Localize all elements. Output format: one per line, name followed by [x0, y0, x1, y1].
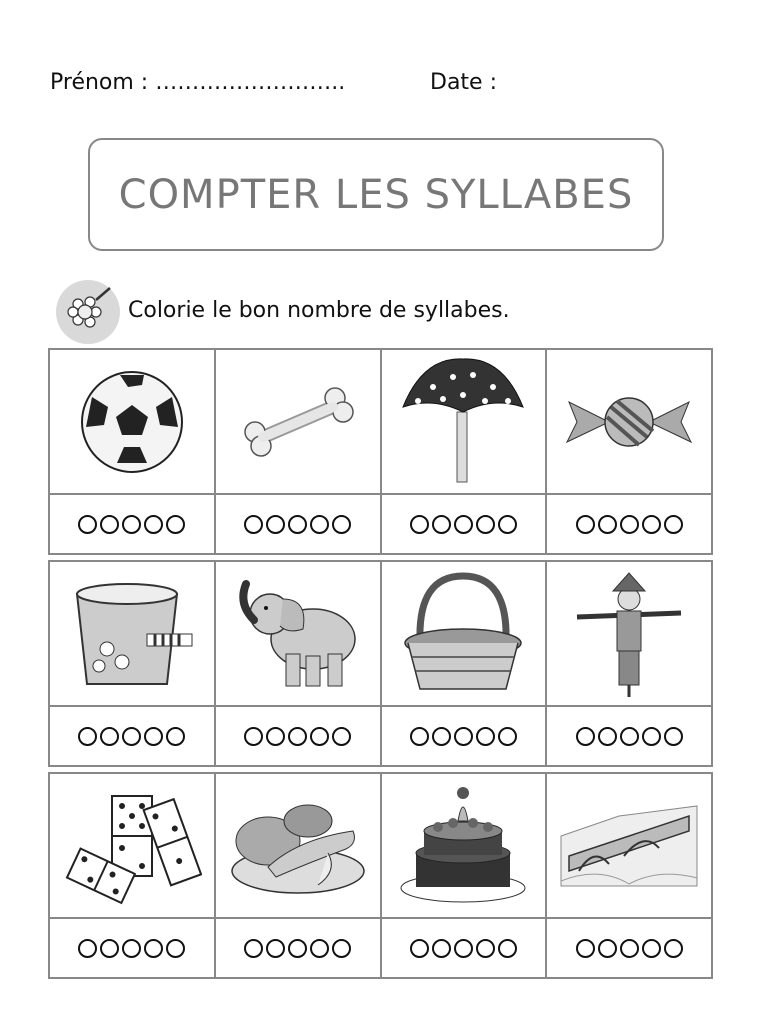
syllable-circles [50, 495, 216, 553]
image-cell [547, 774, 711, 917]
page-title: COMPTER LES SYLLABES [118, 171, 634, 218]
syllable-circle[interactable] [432, 727, 451, 746]
image-cell [50, 350, 216, 493]
syllable-circle[interactable] [576, 515, 595, 534]
instruction-text: Colorie le bon nombre de syllabes. [128, 298, 510, 323]
syllable-circle[interactable] [476, 515, 495, 534]
syllable-circle[interactable] [498, 727, 517, 746]
syllable-circle[interactable] [288, 727, 307, 746]
cake-icon [398, 783, 528, 908]
syllable-circles [547, 495, 711, 553]
syllable-circle[interactable] [620, 727, 639, 746]
syllable-circle[interactable] [410, 939, 429, 958]
mushroom-icon [393, 357, 533, 487]
syllable-circle[interactable] [620, 939, 639, 958]
syllable-circle[interactable] [476, 939, 495, 958]
syllable-circles [547, 919, 711, 977]
syllable-circle[interactable] [432, 515, 451, 534]
syllable-circle[interactable] [332, 727, 351, 746]
syllable-circle[interactable] [100, 939, 119, 958]
syllable-circle[interactable] [664, 515, 683, 534]
exercise-grid-row-2 [48, 560, 713, 767]
syllable-circle[interactable] [310, 727, 329, 746]
syllable-circle[interactable] [454, 515, 473, 534]
syllable-circle[interactable] [266, 515, 285, 534]
syllable-circle[interactable] [620, 515, 639, 534]
syllable-circle[interactable] [498, 939, 517, 958]
syllable-circle[interactable] [576, 939, 595, 958]
syllable-circle[interactable] [78, 515, 97, 534]
syllable-circle[interactable] [642, 515, 661, 534]
syllable-circle[interactable] [288, 515, 307, 534]
syllable-circle[interactable] [144, 939, 163, 958]
syllable-circle[interactable] [310, 515, 329, 534]
syllable-circle[interactable] [244, 515, 263, 534]
syllable-circles [382, 919, 548, 977]
candy-icon [559, 377, 699, 467]
image-cell [50, 562, 216, 705]
basket-icon [398, 571, 528, 696]
syllable-circle[interactable] [576, 727, 595, 746]
syllable-circle[interactable] [664, 939, 683, 958]
syllable-circle[interactable] [332, 939, 351, 958]
syllable-circle[interactable] [266, 727, 285, 746]
exercise-grid-row-1 [48, 348, 713, 555]
image-cell [382, 562, 548, 705]
name-label: Prénom : …………………….. [50, 70, 346, 95]
syllable-circle[interactable] [598, 727, 617, 746]
syllable-circles [216, 707, 382, 765]
image-cell [382, 350, 548, 493]
syllable-circle[interactable] [144, 515, 163, 534]
syllable-circle[interactable] [288, 939, 307, 958]
syllable-circle[interactable] [432, 939, 451, 958]
syllable-circle[interactable] [166, 939, 185, 958]
syllable-circle[interactable] [166, 727, 185, 746]
syllable-circle[interactable] [498, 515, 517, 534]
syllable-circles [50, 919, 216, 977]
syllable-circle[interactable] [78, 939, 97, 958]
ball-icon [72, 367, 192, 477]
syllable-circles [216, 919, 382, 977]
image-cell [382, 774, 548, 917]
syllable-circle[interactable] [166, 515, 185, 534]
syllable-circle[interactable] [332, 515, 351, 534]
flower-pencil-icon [56, 280, 120, 344]
title-box [88, 138, 664, 251]
syllable-circle[interactable] [454, 727, 473, 746]
image-cell [216, 350, 382, 493]
syllable-circle[interactable] [100, 727, 119, 746]
syllable-circle[interactable] [598, 515, 617, 534]
bread-icon [228, 791, 368, 901]
syllable-circles [382, 495, 548, 553]
date-label: Date : [430, 70, 497, 95]
image-cell [216, 774, 382, 917]
bridge-icon [559, 796, 699, 896]
syllable-circle[interactable] [78, 727, 97, 746]
image-cell [216, 562, 382, 705]
image-cell [547, 350, 711, 493]
syllable-circles [216, 495, 382, 553]
image-cell [547, 562, 711, 705]
exercise-grid-row-3 [48, 772, 713, 979]
syllable-circle[interactable] [266, 939, 285, 958]
syllable-circle[interactable] [310, 939, 329, 958]
syllable-circle[interactable] [122, 727, 141, 746]
syllable-circle[interactable] [410, 727, 429, 746]
syllable-circle[interactable] [144, 727, 163, 746]
bone-icon [233, 382, 363, 462]
syllable-circle[interactable] [100, 515, 119, 534]
syllable-circle[interactable] [664, 727, 683, 746]
syllable-circles [50, 707, 216, 765]
syllable-circle[interactable] [410, 515, 429, 534]
syllable-circle[interactable] [476, 727, 495, 746]
syllable-circle[interactable] [244, 727, 263, 746]
syllable-circle[interactable] [642, 939, 661, 958]
syllable-circles [382, 707, 548, 765]
syllable-circle[interactable] [598, 939, 617, 958]
bucket-icon [67, 574, 197, 694]
dominoes-icon [62, 786, 202, 906]
syllable-circle[interactable] [642, 727, 661, 746]
syllable-circle[interactable] [122, 515, 141, 534]
syllable-circle[interactable] [244, 939, 263, 958]
elephant-icon [228, 574, 368, 694]
scarecrow-icon [569, 569, 689, 699]
syllable-circle[interactable] [122, 939, 141, 958]
image-cell [50, 774, 216, 917]
syllable-circle[interactable] [454, 939, 473, 958]
syllable-circles [547, 707, 711, 765]
